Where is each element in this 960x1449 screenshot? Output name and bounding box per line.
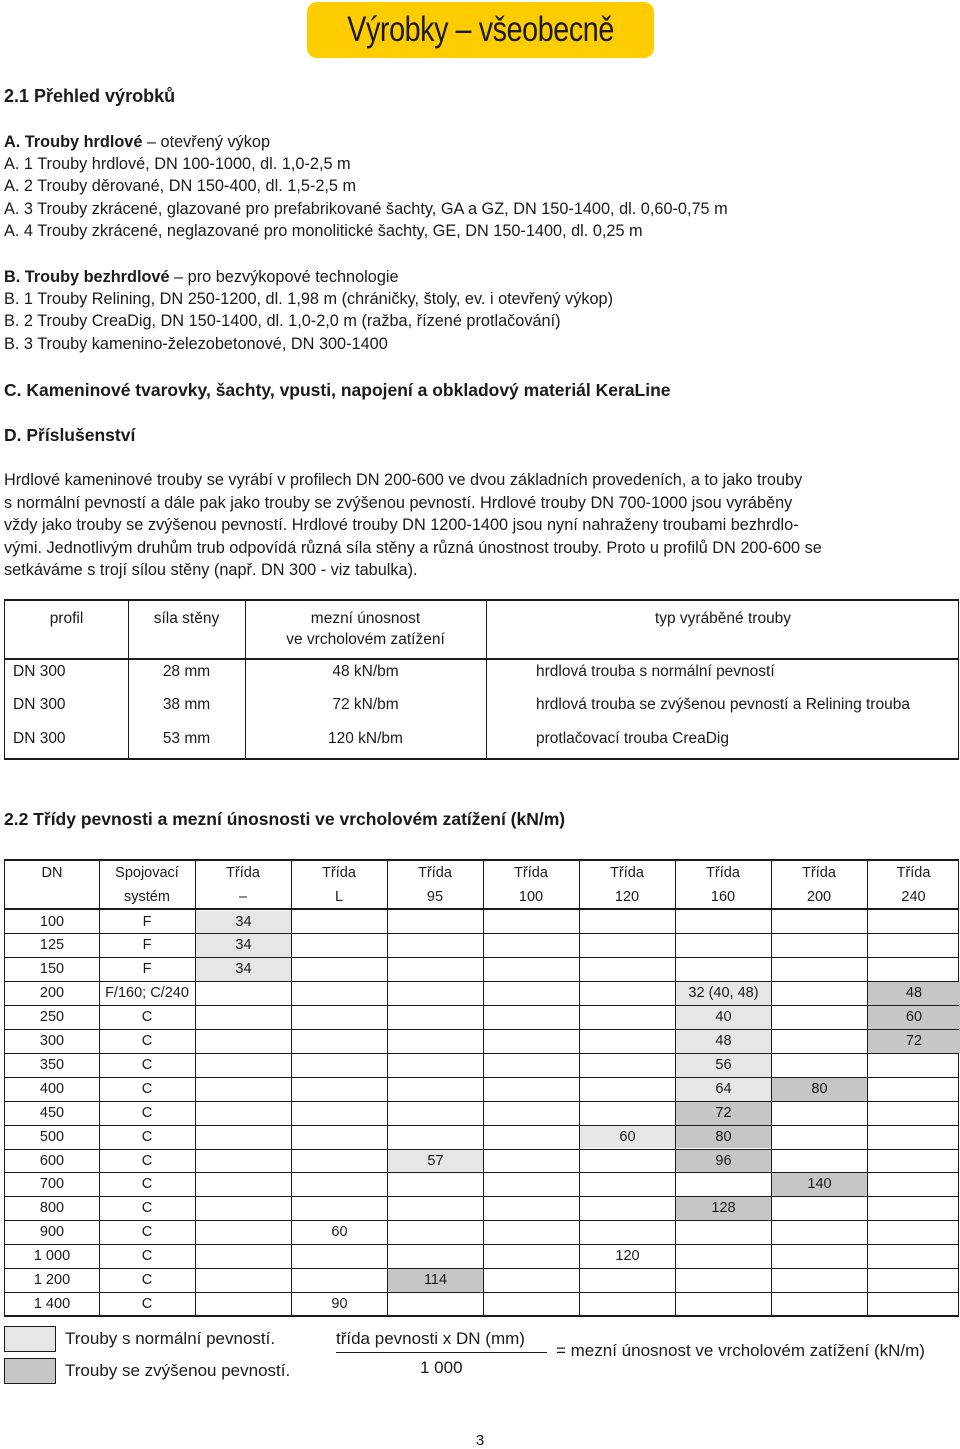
table-cell-class-value — [388, 1126, 483, 1149]
table-cell-class-value — [292, 1150, 387, 1173]
table-cell-dn: 900 — [39, 1224, 65, 1241]
column-header-load-line2: ve vrcholovém zatížení — [286, 631, 445, 648]
table-cell-class-value — [388, 958, 483, 981]
table-cell-dn: 100 — [39, 913, 65, 930]
column-header: – — [238, 889, 248, 905]
table-cell-class-value: 56 — [676, 1054, 771, 1077]
table-cell-joint-system: C — [141, 1056, 153, 1073]
table-cell-class-value — [580, 982, 675, 1005]
table-cell-class-value — [388, 1078, 483, 1101]
table-cell-class-value — [292, 1269, 387, 1292]
table-cell-class-value — [676, 1269, 771, 1292]
list-item: A. 1 Trouby hrdlové, DN 100-1000, dl. 1,0-2,5 m — [4, 155, 351, 174]
table-cell-class-value — [484, 1150, 579, 1173]
table-cell-profile: DN 300 — [13, 730, 66, 747]
table-cell-class-value — [484, 1221, 579, 1244]
column-header-wall: síla stěny — [153, 610, 220, 627]
table-cell-class-value: 90 — [331, 1295, 348, 1312]
table-cell-profile: DN 300 — [13, 696, 66, 713]
table-cell-joint-system: C — [141, 1080, 153, 1097]
table-cell-class-value — [196, 1293, 291, 1316]
table-cell-class-value — [868, 1245, 960, 1268]
table-cell-class-value — [292, 1173, 387, 1196]
table-cell-class-value: 32 (40, 48) — [676, 982, 771, 1005]
table-cell-class-value — [772, 1006, 867, 1029]
table-cell-wall: 38 mm — [162, 696, 211, 713]
formula-denominator: 1 000 — [420, 1358, 463, 1377]
table-cell-class-value — [292, 1054, 387, 1077]
product-table — [4, 599, 959, 760]
table-cell-class-value — [292, 1245, 387, 1268]
table-cell-class-value — [580, 1150, 675, 1173]
table-cell-dn: 200 — [39, 985, 65, 1002]
column-header: Třída — [226, 865, 260, 881]
table-cell-class-value — [292, 982, 387, 1005]
column-header: Třída — [322, 865, 356, 881]
page-title-banner — [307, 2, 654, 58]
table-cell-class-value — [484, 1030, 579, 1053]
table-cell-class-value — [868, 958, 960, 981]
table-cell-class-value — [772, 911, 867, 934]
column-header: Spojovací — [115, 865, 179, 881]
column-header-load — [245, 608, 486, 650]
table-cell-class-value — [388, 934, 483, 957]
list-item: B. 1 Trouby Relining, DN 250-1200, dl. 1,98 m (chráničky, štoly, ev. i otevřený výkop) — [4, 290, 614, 309]
table-cell-class-value — [292, 1126, 387, 1149]
table-cell-class-value — [292, 958, 387, 981]
table-cell-class-value: 34 — [196, 958, 291, 981]
column-header: 100 — [518, 889, 544, 905]
table-cell-joint-system: C — [141, 1128, 153, 1145]
table-cell-class-value — [292, 1197, 387, 1220]
table-cell-dn: 150 — [39, 961, 65, 978]
table-cell-class-value — [868, 1054, 960, 1077]
table-cell-class-value: 80 — [772, 1078, 867, 1101]
section-heading-2-1: 2.1 Přehled výrobků — [4, 86, 176, 106]
table-cell-class-value — [388, 1221, 483, 1244]
list-item: B. 2 Trouby CreaDig, DN 150-1400, dl. 1,0-2,0 m (ražba, řízené protlačování) — [4, 312, 561, 331]
table-cell-class-value: 64 — [676, 1078, 771, 1101]
table-cell-wall: 28 mm — [162, 663, 211, 680]
table-cell-load: 72 kN/bm — [332, 696, 399, 713]
table-cell-class-value — [388, 1197, 483, 1220]
table-cell-dn: 1 000 — [33, 1248, 71, 1265]
paragraph-line: s normální pevností a dále pak jako trouby se zvýšenou pevností. Hrdlové trouby DN 700-1000 jsou vyráběny — [4, 493, 793, 512]
table-cell-class-value — [388, 1006, 483, 1029]
table-cell-class-value: 40 — [676, 1006, 771, 1029]
table-cell-class-value — [676, 911, 771, 934]
table-cell-class-value — [772, 958, 867, 981]
table-cell-class-value — [484, 1269, 579, 1292]
table-cell-class-value — [196, 1245, 291, 1268]
table-cell-class-value — [772, 1269, 867, 1292]
table-cell-class-value — [196, 1054, 291, 1077]
table-cell-class-value — [676, 1221, 771, 1244]
table-cell-class-value: 34 — [196, 934, 291, 957]
table-cell-class-value — [772, 1150, 867, 1173]
column-header: Třída — [610, 865, 644, 881]
column-header: systém — [124, 889, 170, 905]
table-cell-class-value — [196, 1126, 291, 1149]
item-c-heading: C. Kameninové tvarovky, šachty, vpusti, napojení a obkladový materiál KeraLine — [4, 380, 671, 400]
group-b-title-bold: B. Trouby bezhrdlové — [4, 268, 170, 286]
group-b-title — [4, 266, 613, 288]
table-cell-class-value — [676, 1173, 771, 1196]
table-cell-joint-system: C — [141, 1248, 153, 1265]
table-cell-class-value — [580, 1078, 675, 1101]
table-cell-class-value — [772, 1102, 867, 1125]
table-cell-class-value — [868, 1197, 960, 1220]
column-header: Třída — [514, 865, 548, 881]
table-cell-class-value — [580, 934, 675, 957]
table-cell-class-value: 60 — [331, 1224, 348, 1241]
table-cell-dn: 500 — [39, 1128, 65, 1145]
table-cell-joint-system: C — [141, 1152, 153, 1169]
table-cell-class-value — [868, 1173, 960, 1196]
table-cell-joint-system: F — [142, 937, 152, 954]
table-cell-class-value — [772, 982, 867, 1005]
table-cell-dn: 800 — [39, 1200, 65, 1217]
table-cell-class-value — [580, 1173, 675, 1196]
table-cell-class-value — [580, 1197, 675, 1220]
table-cell-class-value — [484, 1126, 579, 1149]
table-cell-dn: 450 — [39, 1104, 65, 1121]
formula-result: = mezní únosnost ve vrcholovém zatížení (kN/m) — [556, 1341, 925, 1360]
paragraph-line: Hrdlové kameninové trouby se vyrábí v profilech DN 200-600 ve dvou základních provedeních, a to jako trouby — [4, 471, 803, 489]
table-cell-load: 120 kN/bm — [328, 730, 403, 747]
table-cell-dn: 600 — [39, 1152, 65, 1169]
table-cell-class-value: 72 — [676, 1102, 771, 1125]
table-cell-joint-system: C — [141, 1104, 153, 1121]
table-cell-class-value: 60 — [868, 1006, 960, 1029]
table-cell-dn: 700 — [39, 1176, 65, 1193]
table-cell-class-value — [868, 1150, 960, 1173]
table-cell-dn: 250 — [39, 1009, 65, 1026]
item-d-heading: D. Příslušenství — [4, 425, 136, 445]
table-cell-class-value — [292, 911, 387, 934]
table-cell-wall: 53 mm — [162, 730, 211, 747]
table-cell-class-value — [580, 1221, 675, 1244]
column-header: 120 — [614, 889, 640, 905]
table-cell-class-value — [580, 1030, 675, 1053]
column-header-load-line1: mezní únosnost — [310, 610, 421, 627]
column-header: L — [334, 889, 344, 905]
table-cell-class-value — [868, 1221, 960, 1244]
table-cell-class-value — [580, 911, 675, 934]
table-cell-class-value — [772, 1245, 867, 1268]
table-cell-class-value — [676, 958, 771, 981]
table-cell-joint-system: C — [141, 1176, 153, 1193]
table-cell-class-value — [388, 1030, 483, 1053]
table-cell-class-value: 57 — [388, 1150, 483, 1173]
table-cell-class-value — [772, 1126, 867, 1149]
table-cell-class-value — [196, 982, 291, 1005]
table-cell-class-value — [388, 911, 483, 934]
table-cell-class-value — [580, 1054, 675, 1077]
page-title: Výrobky – všeobecně — [347, 10, 614, 49]
table-cell-class-value: 34 — [196, 911, 291, 934]
table-cell-dn: 125 — [39, 937, 65, 954]
table-cell-class-value: 96 — [676, 1150, 771, 1173]
list-item: A. 4 Trouby zkrácené, neglazované pro monolitické šachty, GE, DN 150-1400, dl. 0,25 m — [4, 221, 643, 240]
table-cell-class-value — [484, 1245, 579, 1268]
table-cell-type: hrdlová trouba se zvýšenou pevností a Relining trouba — [536, 696, 910, 713]
table-cell-class-value — [868, 1126, 960, 1149]
table-cell-class-value — [292, 1030, 387, 1053]
paragraph-line: vždy jako trouby se zvýšenou pevností. Hrdlové trouby DN 1200-1400 jsou nyní nahraženy troubami bezhrdlo- — [4, 516, 799, 535]
table-cell-class-value — [292, 1078, 387, 1101]
legend-label-normal: Trouby s normální pevností. — [65, 1329, 276, 1348]
column-header: Třída — [418, 865, 452, 881]
table-cell-class-value: 60 — [580, 1126, 675, 1149]
table-cell-class-value — [772, 1197, 867, 1220]
table-cell-class-value — [196, 1006, 291, 1029]
column-header: Třída — [802, 865, 836, 881]
table-cell-class-value — [484, 1102, 579, 1125]
table-cell-class-value — [676, 1293, 771, 1316]
table-cell-class-value — [484, 958, 579, 981]
table-cell-class-value — [676, 934, 771, 957]
table-cell-class-value — [772, 1293, 867, 1316]
table-cell-class-value: 114 — [388, 1269, 483, 1292]
legend-swatch-increased — [4, 1358, 56, 1384]
table-cell-class-value — [484, 982, 579, 1005]
table-cell-class-value — [580, 1269, 675, 1292]
table-cell-class-value — [868, 1293, 960, 1316]
table-cell-class-value — [196, 1030, 291, 1053]
table-cell-joint-system: C — [141, 1033, 153, 1049]
table-cell-class-value — [196, 1221, 291, 1244]
column-header: Třída — [896, 865, 931, 881]
table-cell-class-value — [868, 1102, 960, 1125]
table-cell-class-value — [868, 911, 960, 934]
table-cell-class-value — [484, 1006, 579, 1029]
table-cell-class-value — [484, 934, 579, 957]
table-cell-dn: 1 400 — [33, 1295, 71, 1312]
table-cell-class-value — [388, 1293, 483, 1316]
table-cell-class-value: 80 — [676, 1126, 771, 1149]
page-number: 3 — [475, 1432, 485, 1449]
table-cell-class-value — [580, 1006, 675, 1029]
table-cell-joint-system: F — [142, 961, 152, 978]
table-cell-load: 48 kN/bm — [332, 663, 399, 680]
table-cell-class-value — [388, 1102, 483, 1125]
table-cell-class-value — [196, 1173, 291, 1196]
formula-numerator: třída pevnosti x DN (mm) — [336, 1329, 525, 1348]
column-header: Třída — [706, 865, 740, 881]
table-cell-dn: 1 200 — [33, 1272, 71, 1288]
table-cell-class-value — [292, 1102, 387, 1125]
list-item: A. 3 Trouby zkrácené, glazované pro prefabrikované šachty, GA a GZ, DN 150-1400, dl. 0,60-0,75 m — [4, 199, 728, 218]
table-cell-class-value — [868, 1269, 960, 1292]
table-cell-class-value — [484, 1173, 579, 1196]
table-cell-class-value: 120 — [615, 1248, 640, 1265]
intro-paragraph — [4, 469, 954, 582]
table-cell-dn: 400 — [39, 1080, 65, 1097]
column-header-type: typ vyráběné trouby — [654, 610, 792, 627]
column-header: 240 — [901, 889, 926, 905]
strength-class-table — [4, 859, 959, 1317]
section-heading-2-2: 2.2 Třídy pevnosti a mezní únosnosti ve vrcholovém zatížení (kN/m) — [4, 809, 566, 829]
list-item: B. 3 Trouby kamenino-železobetonové, DN 300-1400 — [4, 334, 388, 353]
table-cell-joint-system: F — [142, 913, 152, 930]
group-a-title — [4, 131, 728, 153]
table-cell-class-value — [388, 1173, 483, 1196]
table-cell-dn: 350 — [39, 1056, 65, 1073]
table-cell-class-value — [196, 1102, 291, 1125]
column-header: DN — [41, 865, 63, 881]
table-cell-class-value — [196, 1150, 291, 1173]
column-header-profile: profil — [49, 610, 84, 627]
table-cell-class-value — [196, 1078, 291, 1101]
group-a — [4, 131, 728, 242]
table-cell-joint-system: F/160; C/240 — [105, 985, 189, 1002]
legend-swatch-normal — [4, 1326, 56, 1352]
table-cell-class-value — [772, 1221, 867, 1244]
table-cell-class-value — [580, 1102, 675, 1125]
table-cell-class-value — [484, 1197, 579, 1220]
group-a-title-bold: A. Trouby hrdlové — [4, 133, 143, 151]
paragraph-line: vými. Jednotlivým druhům trub odpovídá různá síla stěny a různá únostnost trouby. Proto u profilů DN 200-600 se — [4, 538, 822, 557]
table-cell-dn: 300 — [39, 1033, 65, 1049]
table-cell-class-value: 140 — [772, 1173, 867, 1196]
table-cell-class-value — [484, 1054, 579, 1077]
table-cell-class-value — [580, 958, 675, 981]
group-b-title-rest: – pro bezvýkopové technologie — [169, 268, 399, 286]
table-cell-type: protlačovací trouba CreaDig — [536, 730, 729, 747]
table-cell-class-value — [484, 911, 579, 934]
table-cell-class-value — [196, 1269, 291, 1292]
table-cell-joint-system: C — [141, 1295, 153, 1312]
column-header: 95 — [426, 889, 444, 905]
group-b — [4, 266, 613, 355]
column-header: 200 — [806, 889, 832, 905]
table-cell-class-value — [484, 1078, 579, 1101]
column-header: 160 — [710, 889, 736, 905]
list-item: A. 2 Trouby děrované, DN 150-400, dl. 1,5-2,5 m — [4, 177, 357, 196]
table-cell-class-value — [388, 1054, 483, 1077]
table-cell-class-value — [484, 1293, 579, 1316]
table-cell-class-value — [292, 1006, 387, 1029]
table-cell-profile: DN 300 — [13, 663, 66, 680]
table-cell-class-value — [388, 982, 483, 1005]
table-cell-joint-system: C — [141, 1200, 153, 1217]
table-cell-joint-system: C — [141, 1272, 153, 1288]
paragraph-line: setkáváme s trojí sílou stěny (např. DN 300 - viz tabulka). — [4, 561, 418, 580]
legend-label-increased: Trouby se zvýšenou pevností. — [65, 1361, 291, 1380]
table-cell-class-value — [868, 1078, 960, 1101]
table-cell-class-value — [772, 934, 867, 957]
table-header-divider — [5, 658, 958, 660]
formula-fraction-line — [336, 1352, 547, 1353]
table-cell-type: hrdlová trouba s normální pevností — [536, 663, 775, 680]
table-cell-class-value: 48 — [676, 1030, 771, 1053]
table-cell-class-value: 48 — [868, 982, 960, 1005]
table-cell-joint-system: C — [141, 1009, 153, 1026]
table-cell-joint-system: C — [141, 1224, 153, 1241]
table-cell-class-value — [772, 1054, 867, 1077]
table-cell-class-value — [580, 1293, 675, 1316]
table-cell-class-value — [868, 934, 960, 957]
table-cell-class-value — [772, 1030, 867, 1053]
table-cell-class-value — [196, 1197, 291, 1220]
table-cell-class-value: 128 — [676, 1197, 771, 1220]
group-a-title-rest: – otevřený výkop — [142, 133, 271, 151]
table-cell-class-value — [388, 1245, 483, 1268]
table-cell-class-value: 72 — [868, 1030, 960, 1053]
table-cell-class-value — [292, 934, 387, 957]
table-cell-class-value — [676, 1245, 771, 1268]
